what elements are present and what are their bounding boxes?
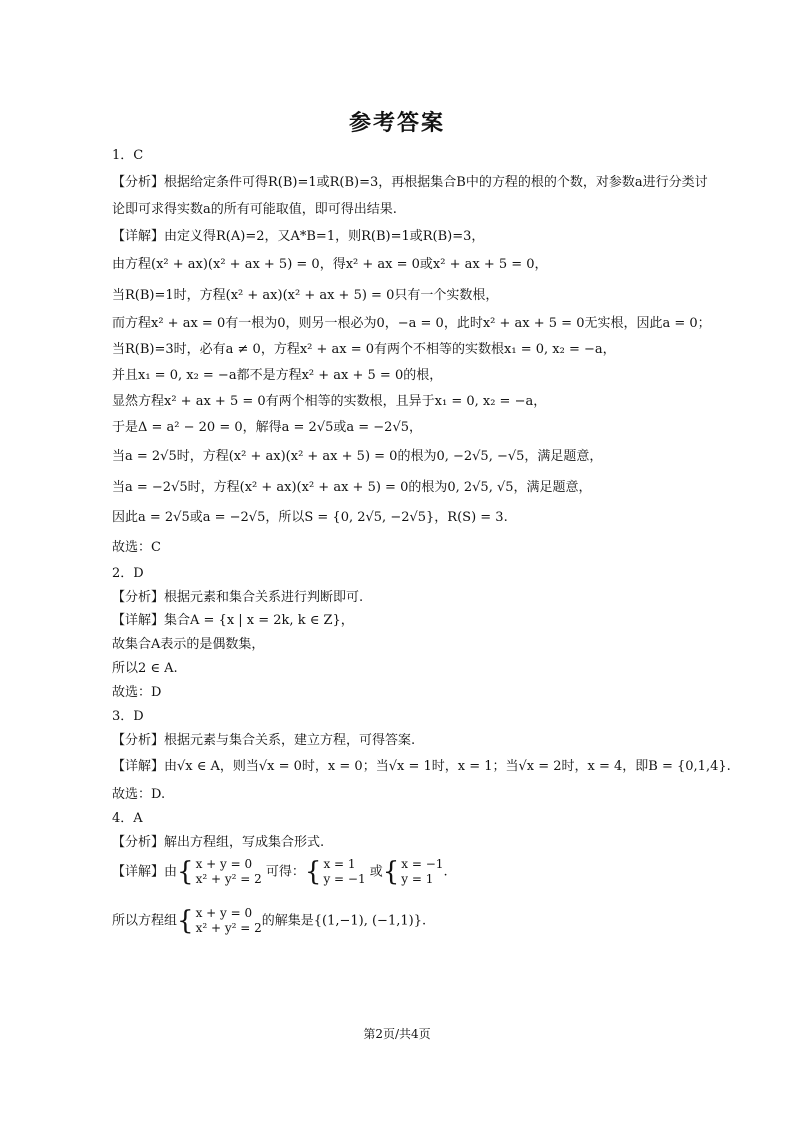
q3-analysis: 【分析】根据元素与集合关系，建立方程，可得答案. xyxy=(112,733,416,748)
q3-detail: 【详解】由√x ∈ A，则当√x = 0时，x = 0；当√x = 1时，x = 1；当√x = 2时，x = 4，即B = {0,1,4}. xyxy=(112,759,731,774)
q1-answer: 1．C xyxy=(112,148,144,163)
system-eq-1: x + y = 0 xyxy=(195,857,253,871)
solution-2 xyxy=(401,857,443,887)
q3-choice: 故选：D. xyxy=(112,787,166,802)
q1-detail: 当a = −2√5时，方程(x² + ax)(x² + ax + 5) = 0的根为0, 2√5, √5，满足题意， xyxy=(112,480,592,495)
q1-detail: 因此a = 2√5或a = −2√5，所以S = {0, 2√5, −2√5}，R(S) = 3. xyxy=(112,510,508,525)
system-eq-2: x² + y² = 2 xyxy=(195,872,262,886)
q4-final-suffix: 的解集是{(1,−1), (−1,1)}. xyxy=(261,913,427,929)
q4-detail-or: 或 xyxy=(369,864,383,880)
q4-detail-prefix: 【详解】由 xyxy=(112,864,178,880)
left-brace: { xyxy=(304,857,322,887)
page-title: 参考答案 xyxy=(348,110,445,136)
left-brace: { xyxy=(177,906,194,936)
q1-detail: 而方程x² + ax = 0有一根为0，则另一根必为0，−a = 0，此时x² + ax + 5 = 0无实根，因此a = 0； xyxy=(112,316,711,331)
solution-1-x: x = 1 xyxy=(323,857,356,871)
system-eq-1: x + y = 0 xyxy=(195,906,253,920)
solution-2-y: y = 1 xyxy=(401,872,434,886)
q4-detail-mid: 可得： xyxy=(265,864,305,880)
left-brace: { xyxy=(382,857,400,887)
left-brace: { xyxy=(177,857,194,887)
q1-detail: 【详解】由定义得R(A)=2，又A*B=1，则R(B)=1或R(B)=3， xyxy=(112,229,485,244)
q2-choice: 故选：D xyxy=(112,685,162,700)
q4-analysis: 【分析】解出方程组，写成集合形式. xyxy=(112,835,325,850)
solution-1-y: y = −1 xyxy=(323,872,366,886)
q4-answer: 4．A xyxy=(112,811,143,826)
q1-analysis: 【分析】根据给定条件可得R(B)=1或R(B)=3，再根据集合B中的方程的根的个数，对参数a进行分类讨 xyxy=(112,175,708,190)
q1-detail: 当R(B)=3时，必有a ≠ 0，方程x² + ax = 0有两个不相等的实数根x₁ = 0, x₂ = −a， xyxy=(112,342,616,357)
q2-detail: 所以2 ∈ A. xyxy=(112,661,178,676)
q1-detail: 当a = 2√5时，方程(x² + ax)(x² + ax + 5) = 0的根为0, −2√5, −√5，满足题意， xyxy=(112,449,603,464)
q4-detail xyxy=(112,857,448,887)
solution-2-x: x = −1 xyxy=(401,857,444,871)
equation-system xyxy=(196,906,262,936)
q4-final xyxy=(112,906,426,936)
q1-detail: 显然方程x² + ax + 5 = 0有两个相等的实数根，且异于x₁ = 0, x₂ = −a， xyxy=(112,394,547,409)
q2-detail: 【详解】集合A = {x | x = 2k, k ∈ Z}， xyxy=(112,613,354,628)
q3-answer: 3．D xyxy=(112,709,144,724)
solution-1 xyxy=(323,857,365,887)
q1-detail: 并且x₁ = 0, x₂ = −a都不是方程x² + ax + 5 = 0的根， xyxy=(112,368,443,383)
equation-system xyxy=(196,857,262,887)
q1-analysis-cont: 论即可求得实数a的所有可能取值，即可得出结果. xyxy=(112,202,397,217)
q1-choice: 故选：C xyxy=(112,540,161,555)
system-eq-2: x² + y² = 2 xyxy=(195,921,262,935)
q4-final-prefix: 所以方程组 xyxy=(112,913,178,929)
q4-detail-end: . xyxy=(443,864,448,880)
q1-detail: 于是Δ = a² − 20 = 0，解得a = 2√5或a = −2√5， xyxy=(112,420,422,435)
q2-answer: 2．D xyxy=(112,566,144,581)
q1-detail: 由方程(x² + ax)(x² + ax + 5) = 0，得x² + ax = 0或x² + ax + 5 = 0， xyxy=(112,257,548,272)
q2-analysis: 【分析】根据元素和集合关系进行判断即可. xyxy=(112,590,364,605)
q2-detail: 故集合A表示的是偶数集， xyxy=(112,637,265,652)
page-footer: 第2页/共4页 xyxy=(363,1027,431,1041)
q1-detail: 当R(B)=1时，方程(x² + ax)(x² + ax + 5) = 0只有一个实数根， xyxy=(112,288,499,303)
